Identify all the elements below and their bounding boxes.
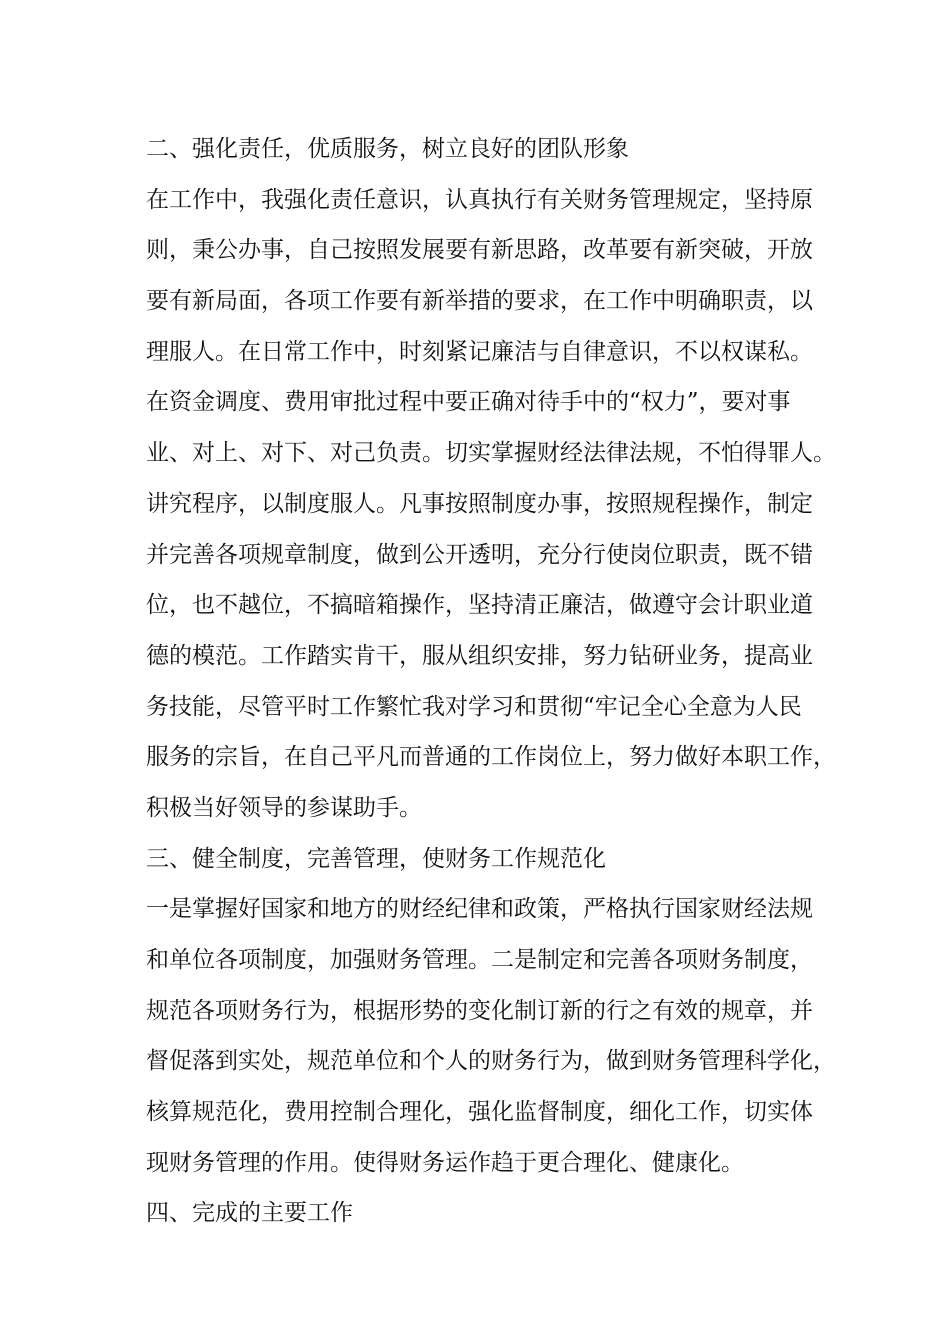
paragraph-line: 理服人。在日常工作中，时刻紧记廉洁与自律意识，不以权谋私。 — [146, 338, 813, 365]
paragraph-line: 和单位各项制度，加强财务管理。二是制定和完善各项财务制度， — [146, 947, 813, 973]
paragraph-line: 务技能，尽管平时工作繁忙我对学习和贯彻“牢记全心全意为人民 — [146, 693, 802, 720]
paragraph-line: 服务的宗旨，在自己平凡而普通的工作岗位上，努力做好本职工作， — [146, 744, 836, 771]
paragraph-line: 业、对上、对下、对己负责。切实掌握财经法律法规，不怕得罪人。 — [146, 440, 836, 467]
section-heading-3: 三、健全制度，完善管理，使财务工作规范化 — [146, 845, 606, 872]
paragraph-line: 现财务管理的作用。使得财务运作趋于更合理化、健康化。 — [146, 1149, 744, 1176]
paragraph-line: 规范各项财务行为，根据形势的变化制订新的行之有效的规章，并 — [146, 997, 813, 1024]
paragraph-line: 督促落到实处，规范单位和个人的财务行为，做到财务管理科学化， — [146, 1048, 836, 1075]
paragraph-line: 一是掌握好国家和地方的财经纪律和政策，严格执行国家财经法规 — [146, 896, 813, 923]
paragraph-line: 要有新局面，各项工作要有新举措的要求，在工作中明确职责，以 — [146, 288, 813, 315]
paragraph-line: 位，也不越位，不搞暗箱操作，坚持清正廉洁，做遵守会计职业道 — [146, 592, 813, 619]
paragraph-line: 则，秉公办事，自己按照发展要有新思路，改革要有新突破，开放 — [146, 237, 813, 264]
paragraph-line: 并完善各项规章制度，做到公开透明，充分行使岗位职责，既不错 — [146, 541, 813, 568]
document-body — [146, 124, 836, 1239]
paragraph-line: 核算规范化，费用控制合理化，强化监督制度，细化工作，切实体 — [146, 1099, 813, 1126]
section-heading-2: 二、强化责任，优质服务，树立良好的团队形象 — [146, 136, 629, 162]
paragraph-line: 德的模范。工作踏实肯干，服从组织安排，努力钻研业务，提高业 — [146, 642, 813, 669]
paragraph-line: 积极当好领导的参谋助手。 — [146, 794, 422, 821]
section-heading-4: 四、完成的主要工作 — [146, 1200, 353, 1227]
paragraph-line: 在资金调度、费用审批过程中要正确对待手中的“权力”，要对事 — [146, 389, 791, 416]
paragraph-line: 讲究程序，以制度服人。凡事按照制度办事，按照规程操作，制定 — [146, 490, 813, 517]
paragraph-line: 在工作中，我强化责任意识，认真执行有关财务管理规定，坚持原 — [146, 186, 813, 213]
